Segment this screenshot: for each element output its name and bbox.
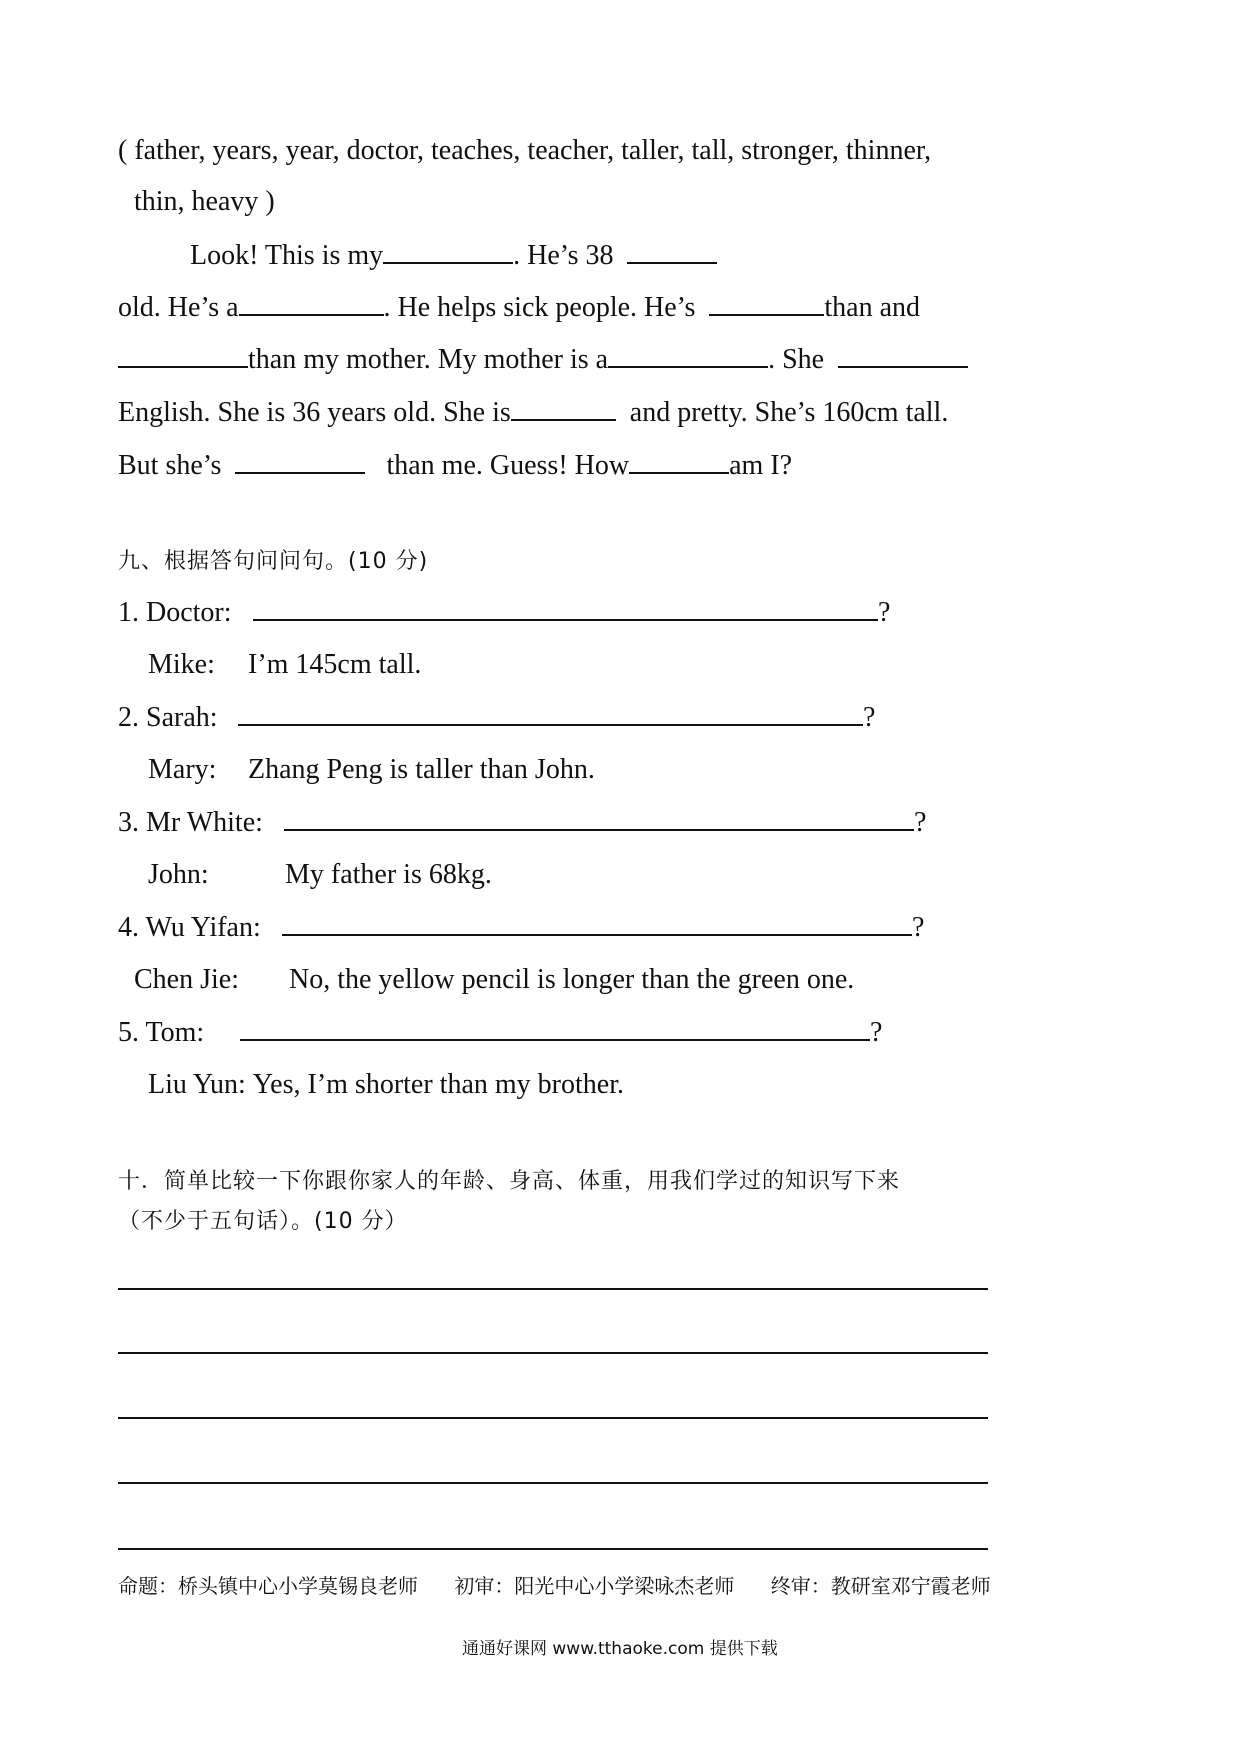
section-10-heading-line-2: （不少于五句话）。(10 分） (118, 1209, 408, 1234)
reply-text: No, the yellow pencil is longer than the green one. (289, 964, 855, 995)
passage-text: than and (824, 292, 920, 323)
passage-line-3 (118, 342, 968, 377)
answer-blank[interactable] (838, 342, 968, 368)
reply-text: My father is 68kg. (285, 859, 492, 890)
passage-line-4 (118, 395, 948, 430)
reply-speaker: Mike: (148, 649, 215, 680)
answer-blank[interactable] (383, 238, 513, 264)
writing-line[interactable] (118, 1352, 988, 1354)
reply-speaker: Chen Jie: (134, 964, 239, 995)
question-mark: ? (870, 1017, 883, 1048)
reply-text: Zhang Peng is taller than John. (248, 754, 595, 785)
question-answer-line[interactable] (238, 700, 863, 726)
word-bank-line-2: thin, heavy ) (134, 186, 275, 217)
question-2 (118, 700, 875, 735)
passage-line-5 (118, 448, 792, 483)
answer-blank[interactable] (608, 342, 768, 368)
question-1 (118, 595, 890, 630)
answer-blank[interactable] (511, 395, 616, 421)
question-mark: ? (914, 807, 927, 838)
writing-line[interactable] (118, 1417, 988, 1419)
question-mark: ? (863, 702, 876, 733)
credit-author: 命题：桥头镇中心小学莫锡良老师 (118, 1574, 418, 1598)
answer-blank[interactable] (629, 448, 729, 474)
reply-3 (148, 858, 492, 892)
answer-blank[interactable] (118, 342, 248, 368)
passage-text: than my mother. My mother is a (248, 344, 609, 375)
section-9-heading: 九、根据答句问问句。(10 分) (118, 549, 429, 574)
reply-speaker: John: (148, 859, 209, 890)
passage-text: But she’s (118, 450, 222, 481)
reply-2 (148, 753, 595, 787)
writing-line[interactable] (118, 1482, 988, 1484)
question-speaker: 2. Sarah: (118, 702, 218, 733)
question-mark: ? (912, 912, 925, 943)
question-speaker: 1. Doctor: (118, 597, 232, 628)
passage-text: am I? (729, 450, 793, 481)
reply-5 (148, 1068, 624, 1102)
passage-text: . He’s 38 (513, 240, 614, 271)
question-answer-line[interactable] (284, 805, 914, 831)
passage-text: English. She is 36 years old. She is (118, 397, 511, 428)
question-3 (118, 805, 926, 840)
passage-line-2 (118, 290, 920, 325)
question-speaker: 3. Mr White: (118, 807, 263, 838)
credit-review-2: 终审：教研室邓宁霞老师 (770, 1574, 991, 1598)
word-bank-line-1: ( father, years, year, doctor, teaches, teacher, taller, tall, stronger, thinner, (118, 135, 932, 166)
reply-speaker: Mary: (148, 754, 217, 785)
question-mark: ? (878, 597, 891, 628)
passage-text: Look! This is my (190, 240, 384, 271)
passage-text: . He helps sick people. He’s (383, 292, 696, 323)
question-answer-line[interactable] (240, 1015, 870, 1041)
answer-blank[interactable] (709, 290, 824, 316)
passage-text: . She (768, 344, 825, 375)
question-answer-line[interactable] (282, 910, 912, 936)
question-speaker: 4. Wu Yifan: (118, 912, 261, 943)
reply-4 (134, 963, 854, 997)
section-10-heading-line-1: 十．简单比较一下你跟你家人的年龄、身高、体重，用我们学过的知识写下来 (118, 1169, 901, 1194)
reply-speaker: Liu Yun: (148, 1069, 246, 1100)
passage-line-1 (118, 238, 717, 273)
passage-text: than me. Guess! How (386, 450, 630, 481)
credits-line (118, 1570, 1021, 1599)
writing-line[interactable] (118, 1548, 988, 1550)
question-speaker: 5. Tom: (118, 1017, 205, 1048)
answer-blank[interactable] (627, 238, 717, 264)
writing-line[interactable] (118, 1288, 988, 1290)
credit-review-1: 初审：阳光中心小学梁咏杰老师 (454, 1574, 735, 1598)
passage-text: and pretty. She’s 160cm tall. (629, 397, 949, 428)
question-answer-line[interactable] (253, 595, 878, 621)
passage-text: old. He’s a (118, 292, 239, 323)
answer-blank[interactable] (235, 448, 365, 474)
question-5 (118, 1015, 882, 1050)
reply-text: I’m 145cm tall. (248, 649, 422, 680)
footer-text: 通通好课网 www.tthaoke.com 提供下载 (462, 1639, 778, 1659)
reply-text: Yes, I’m shorter than my brother. (252, 1069, 624, 1100)
answer-blank[interactable] (239, 290, 384, 316)
reply-1 (148, 648, 421, 682)
question-4 (118, 910, 924, 945)
